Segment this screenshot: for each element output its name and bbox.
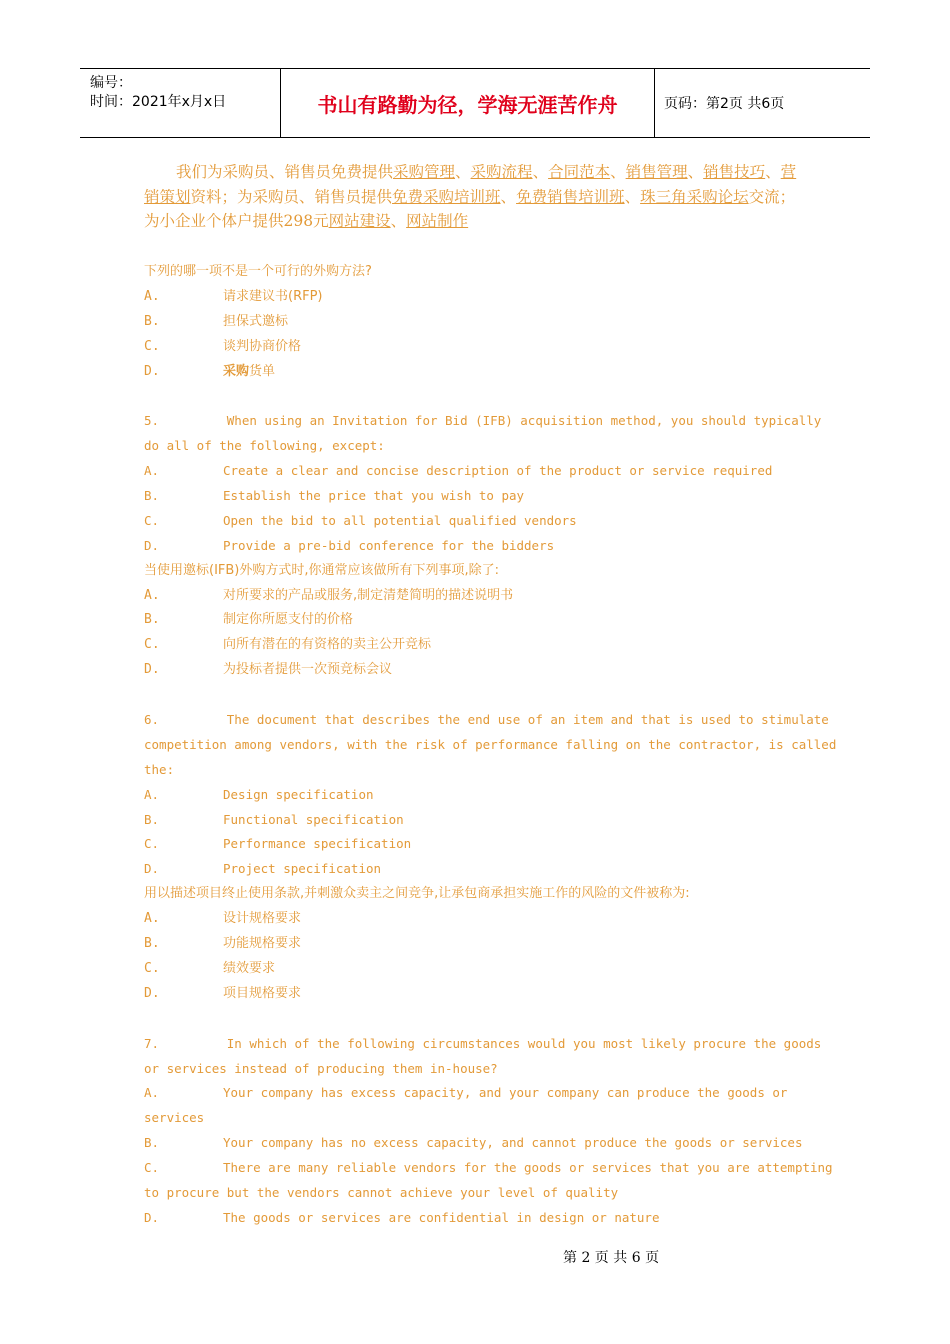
question-text: the: — [144, 761, 175, 777]
option-text: 绩效要求 — [223, 960, 276, 976]
option-label: C. — [144, 637, 160, 653]
option-label: A. — [144, 288, 160, 304]
option-item — [144, 857, 810, 882]
option-item — [144, 608, 810, 633]
option-label: B. — [144, 1135, 160, 1151]
link-procurement-process[interactable]: 采购流程 — [470, 163, 533, 181]
option-label: A. — [144, 1085, 160, 1101]
option-text-continued: services — [144, 1110, 205, 1126]
header-divider — [654, 69, 655, 137]
option-text: Open the bid to all potential qualified vendors — [223, 512, 577, 528]
link-website-making[interactable]: 网站制作 — [406, 212, 469, 230]
option-item — [144, 310, 810, 335]
link-free-sales-training[interactable]: 免费销售培训班 — [516, 187, 625, 206]
option-text: Project specification — [223, 861, 382, 877]
promo-paragraph — [144, 160, 810, 234]
option-label: D. — [144, 662, 160, 678]
header-page-number: 页码：第2页 共6页 — [664, 96, 785, 112]
option-label: A. — [144, 463, 160, 479]
option-item — [144, 957, 810, 982]
option-item — [144, 1081, 810, 1106]
option-item — [144, 907, 810, 932]
option-text: 请求建议书(RFP) — [223, 288, 323, 304]
option-label: B. — [144, 313, 160, 329]
link-marketing-planning[interactable]: 营销策划 — [144, 163, 797, 206]
option-text: The goods or services are confidential in design or nature — [223, 1209, 660, 1225]
separator: 、 — [610, 163, 626, 181]
option-label: A. — [144, 911, 160, 927]
question-list — [144, 260, 837, 1231]
header-motto: 书山有路勤为径，学海无涯苦作舟 — [317, 92, 618, 117]
option-item — [144, 584, 810, 609]
link-free-procurement-training[interactable]: 免费采购培训班 — [392, 187, 501, 206]
option-text: Functional specification — [223, 811, 404, 827]
option-label: B. — [144, 936, 160, 952]
option-label: D. — [144, 985, 160, 1001]
separator: 、 — [765, 163, 781, 181]
option-item — [144, 932, 810, 957]
option-label: B. — [144, 811, 160, 827]
doc-number-label: 编号： — [90, 75, 132, 91]
option-text: Establish the price that you wish to pay — [223, 488, 525, 504]
option-label: C. — [144, 836, 160, 852]
option-text: 制定你所愿支付的价格 — [223, 612, 354, 628]
link-website-building[interactable]: 网站建设 — [328, 212, 391, 230]
link-contract-templates[interactable]: 合同范本 — [548, 163, 611, 181]
option-text: Your company has no excess capacity, and cannot produce the goods or services — [223, 1135, 803, 1151]
option-item — [144, 832, 810, 857]
question-text: do all of the following, except: — [144, 438, 385, 454]
option-item — [144, 360, 810, 385]
option-text: 项目规格要求 — [223, 985, 302, 1001]
option-item — [144, 484, 810, 509]
link-sales-skills[interactable]: 销售技巧 — [703, 163, 766, 181]
option-text: Design specification — [223, 786, 374, 802]
option-text: Create a clear and concise description of the product or service required — [223, 463, 773, 479]
option-label: A. — [144, 786, 160, 802]
option-item — [144, 534, 810, 559]
footer-page-number: 第 2 页 共 6 页 — [563, 1250, 660, 1266]
option-label: C. — [144, 1160, 160, 1176]
option-item — [144, 1156, 833, 1181]
question-text: or services instead of producing them in-house? — [144, 1060, 498, 1076]
option-text: There are many reliable vendors for the goods or services that you are attempting — [223, 1160, 833, 1176]
option-label: C. — [144, 338, 160, 354]
separator: 、 — [455, 163, 471, 181]
link-prd-procurement-forum[interactable]: 珠三角采购论坛 — [640, 187, 749, 206]
option-item — [144, 808, 810, 833]
option-label: D. — [144, 537, 160, 553]
promo-text: 资料；为采购员、销售员提供 — [190, 187, 393, 206]
option-text: 为投标者提供一次预竞标会议 — [223, 662, 393, 678]
link-sales-management[interactable]: 销售管理 — [625, 163, 688, 181]
option-item — [144, 783, 810, 808]
page-header — [80, 68, 870, 138]
promo-text: 交流；为小企业个体户提供298元 — [144, 187, 796, 230]
question-text: 当使用邀标(IFB)外购方式时,你通常应该做所有下列事项,除了: — [144, 562, 500, 578]
option-text: 功能规格要求 — [223, 936, 302, 952]
question-text: competition among vendors, with the risk of performance falling on the contractor, is called — [144, 736, 837, 752]
option-item — [144, 633, 810, 658]
option-text-bold: 采购 — [223, 363, 250, 379]
option-text: Provide a pre-bid conference for the bidders — [223, 537, 555, 553]
option-label: D. — [144, 1209, 160, 1225]
option-text: Your company has excess capacity, and your company can produce the goods or — [223, 1085, 788, 1101]
promo-text: 我们为采购员、销售员免费提供 — [176, 163, 394, 181]
doc-date: 时间：2021年x月x日 — [90, 94, 227, 110]
question-text: 6. The document that describes the end use of an item and that is used to stimulate — [144, 712, 829, 728]
link-procurement-management[interactable]: 采购管理 — [393, 163, 456, 181]
option-label: B. — [144, 612, 160, 628]
separator: 、 — [624, 187, 641, 206]
option-item — [144, 982, 810, 1007]
question-text: 下列的哪一项不是一个可行的外购方法? — [144, 264, 372, 279]
option-text: 担保式邀标 — [223, 313, 289, 329]
separator: 、 — [532, 163, 549, 181]
option-text: 对所要求的产品或服务,制定清楚简明的描述说明书 — [223, 587, 514, 603]
option-item — [144, 658, 810, 683]
separator: 、 — [390, 212, 407, 230]
option-label: C. — [144, 512, 160, 528]
question-text: 5. When using an Invitation for Bid (IFB) acquisition method, you should typically — [144, 413, 822, 429]
option-text: 货单 — [249, 363, 276, 379]
option-text: 设计规格要求 — [223, 911, 302, 927]
option-label: D. — [144, 861, 160, 877]
option-text: Performance specification — [223, 836, 412, 852]
option-label: B. — [144, 488, 160, 504]
header-meta — [80, 69, 280, 137]
option-label: A. — [144, 587, 160, 603]
option-text: 谈判协商价格 — [223, 338, 302, 354]
option-item — [144, 1206, 810, 1231]
option-item — [144, 285, 810, 310]
option-text-continued: to procure but the vendors cannot achieve your level of quality — [144, 1184, 619, 1200]
separator: 、 — [500, 187, 517, 206]
separator: 、 — [687, 163, 704, 181]
option-item — [144, 1131, 810, 1156]
question-text: 用以描述项目终止使用条款,并刺激众卖主之间竞争,让承包商承担实施工作的风险的文件被称为: — [144, 886, 690, 902]
option-label: D. — [144, 363, 160, 379]
option-item — [144, 335, 810, 360]
option-text: 向所有潜在的有资格的卖主公开竞标 — [223, 637, 432, 653]
option-item — [144, 509, 810, 534]
option-item — [144, 459, 810, 484]
question-text: 7. In which of the following circumstances would you most likely procure the goods — [144, 1035, 822, 1051]
option-label: C. — [144, 960, 160, 976]
